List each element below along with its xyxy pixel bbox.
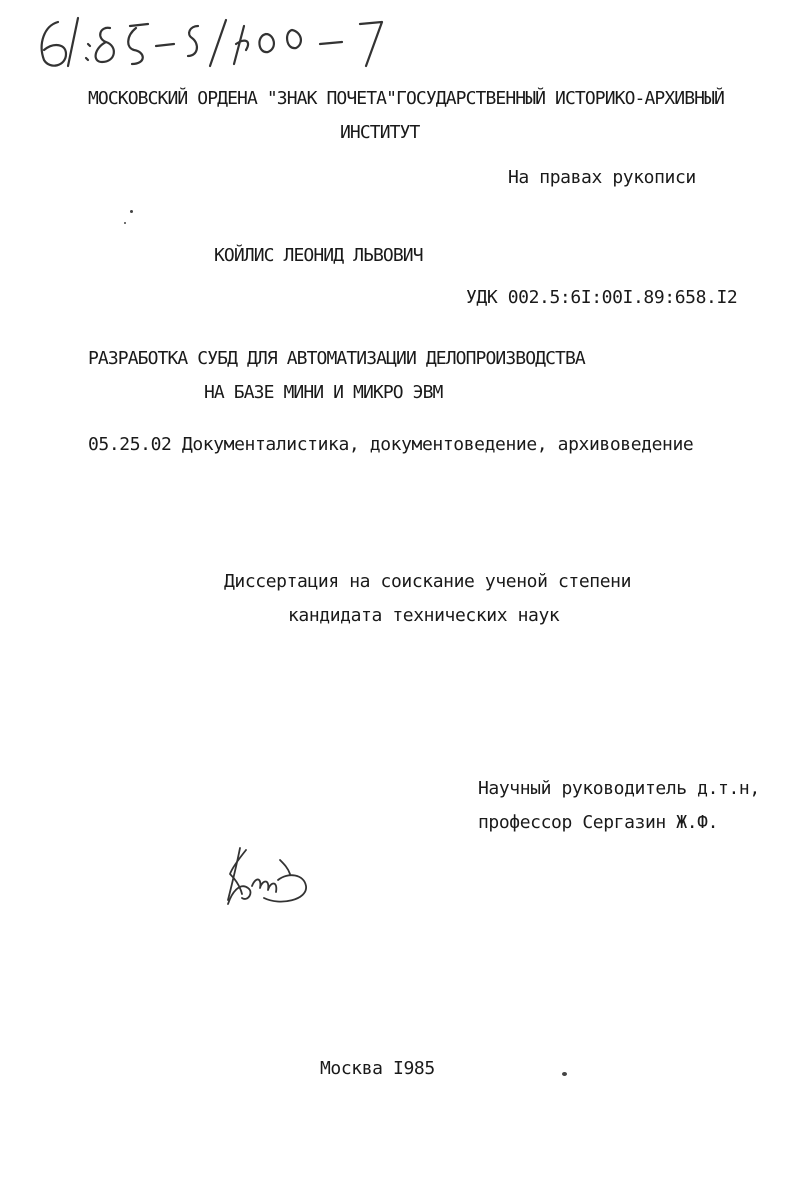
handwritten-archive-note (30, 4, 470, 84)
degree-line-1: Диссертация на соискание ученой степени (224, 571, 632, 592)
institution-line-2: ИНСТИТУТ (340, 122, 420, 143)
paper-speck (562, 1072, 567, 1076)
paper-speck (124, 222, 126, 224)
udc-code: УДК 002.5:6I:00I.89:658.I2 (466, 287, 738, 308)
degree-line-2: кандидата технических наук (288, 605, 560, 626)
supervisor-line-2: профессор Сергазин Ж.Ф. (478, 812, 719, 833)
handwritten-signature (218, 842, 314, 912)
place-year: Москва I985 (320, 1058, 435, 1079)
title-line-2: НА БАЗЕ МИНИ И МИКРО ЭВМ (204, 382, 443, 403)
paper-speck (130, 210, 133, 213)
supervisor-line-1: Научный руководитель д.т.н, (478, 778, 760, 799)
institution-line-1: МОСКОВСКИЙ ОРДЕНА "ЗНАК ПОЧЕТА"ГОСУДАРСТВЕННЫЙ ИСТОРИКО-АРХИВНЫЙ (88, 88, 724, 109)
author-name: КОЙЛИС ЛЕОНИД ЛЬВОВИЧ (214, 245, 423, 266)
title-line-1: РАЗРАБОТКА СУБД ДЛЯ АВТОМАТИЗАЦИИ ДЕЛОПРОИЗВОДСТВА (88, 348, 585, 369)
specialty: 05.25.02 Документалистика, документоведение, архивоведение (88, 434, 694, 455)
manuscript-note: На правах рукописи (508, 167, 696, 188)
